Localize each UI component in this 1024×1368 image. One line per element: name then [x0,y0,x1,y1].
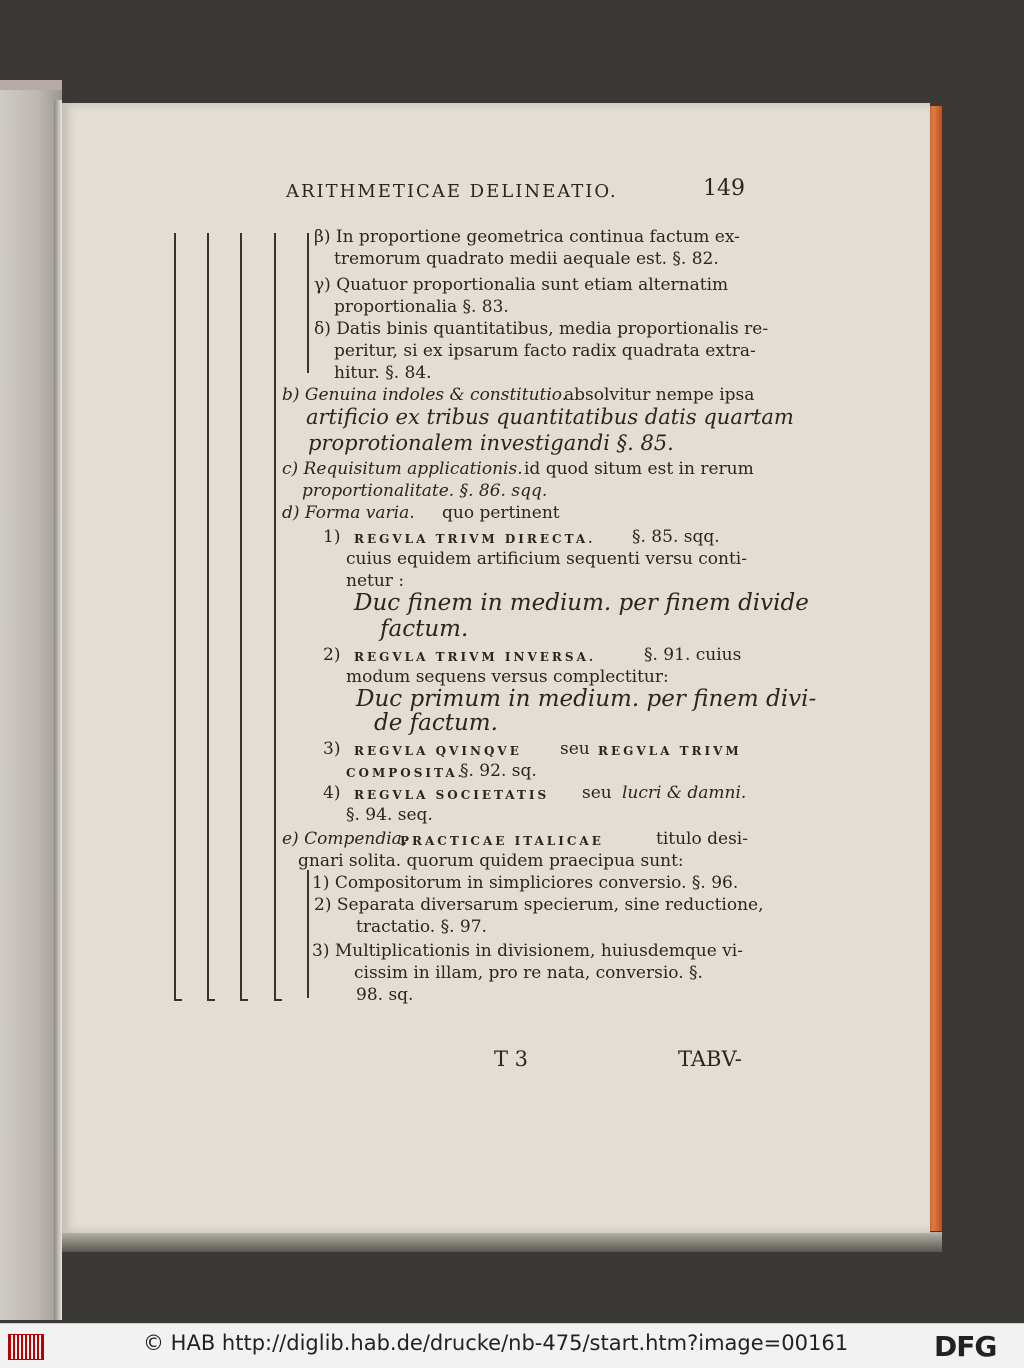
text-line: seu [582,783,612,803]
text-line: proportionalia §. 83. [334,297,509,317]
section-label-b: b) Genuina indoles & constitutio. [282,385,568,405]
bracket-line-3 [240,233,242,1001]
list-number: 3) [323,739,341,759]
text-line: id quod situm est in rerum [524,459,754,479]
text-line: peritur, si ex ipsarum facto radix quadrata extra- [334,341,756,361]
bracket-line-5 [307,233,309,373]
bracket-line-4 [274,233,276,1001]
text-line: lucri & damni. [622,783,747,803]
text-line: seu [560,739,590,759]
rule-title: REGVLA TRIVM DIRECTA. [354,532,596,546]
section-label-c: c) Requisitum applicationis. [282,459,523,479]
rule-title: REGVLA SOCIETATIS [354,788,550,802]
list-number: 4) [323,783,341,803]
section-label-e: e) Compendia, [282,829,408,849]
bracket-line-2 [207,233,209,1001]
verse-line: Duc primum in medium. per finem divi- [356,686,817,712]
text-line: §. 91. cuius [644,645,742,665]
text-line: δ) Datis binis quantitatibus, media proportionalis re- [314,319,769,339]
text-line: proprotionalem investigandi §. 85. [308,431,674,455]
text-line: proportionalitate. §. 86. sqq. [302,481,548,501]
catchword: TABV- [678,1047,742,1071]
running-head: ARITHMETICAE DELINEATIO. [286,181,618,202]
bracket-foot-3 [240,999,248,1001]
text-line: 1) Compositorum in simpliciores conversio. §. 96. [312,873,739,893]
text-line: cuius equidem artificium sequenti versu conti- [346,549,747,569]
text-line: 3) Multiplicationis in divisionem, huiusdemque vi- [312,941,743,961]
rule-title: PRACTICAE ITALICAE [400,834,604,848]
section-label-d: d) Forma varia. [282,503,415,523]
bracket-line-6 [307,870,309,998]
rule-title: REGVLA TRIVM INVERSA. [354,650,597,664]
copyright-notice: © HAB http://diglib.hab.de/drucke/nb-475/start.htm?image=00161 [143,1331,849,1355]
text-line: netur : [346,571,405,591]
text-line: modum sequens versus complectitur: [346,667,669,687]
text-line: tractatio. §. 97. [356,917,487,937]
page-fore-edge [928,106,942,1231]
page-number: 149 [703,176,745,201]
rule-title: COMPOSITA. [346,766,465,780]
list-number: 1) [323,527,341,547]
list-number: 2) [323,645,341,665]
book-binding [54,100,62,1320]
text-line: §. 85. sqq. [632,527,720,547]
bracket-line-1 [174,233,176,1001]
text-line: titulo desi- [656,829,748,849]
text-line: cissim in illam, pro re nata, conversio. §. [354,963,703,983]
rule-title: REGVLA QVINQVE [354,744,522,758]
barcode-icon [8,1334,44,1360]
text-line: gnari solita. quorum quidem praecipua sunt: [298,851,684,871]
left-page [0,90,62,1320]
rule-title: REGVLA TRIVM [598,744,742,758]
bracket-foot-2 [207,999,215,1001]
text-line: β) In proportione geometrica continua factum ex- [314,227,740,247]
page-bottom-edge [62,1232,942,1252]
viewer-footer-bar [0,1323,1024,1368]
bracket-foot-4 [274,999,282,1001]
text-line: 2) Separata diversarum specierum, sine reductione, [314,895,764,915]
text-line: §. 94. seq. [346,805,433,825]
verse-line: de factum. [374,710,498,736]
signature-mark: T 3 [494,1047,529,1071]
text-line: γ) Quatuor proportionalia sunt etiam alternatim [314,275,729,295]
dfg-logo: DFG [934,1330,997,1363]
text-line: tremorum quadrato medii aequale est. §. 82. [334,249,719,269]
verse-line: Duc finem in medium. per finem divide [354,590,809,616]
text-line: §. 92. sq. [460,761,537,781]
text-line: absolvitur nempe ipsa [564,385,755,405]
bracket-foot-1 [174,999,182,1001]
text-line: artificio ex tribus quantitatibus datis quartam [306,405,794,429]
text-line: 98. sq. [356,985,414,1005]
text-line: hitur. §. 84. [334,363,432,383]
verse-line: factum. [380,616,469,642]
text-line: quo pertinent [442,503,560,523]
